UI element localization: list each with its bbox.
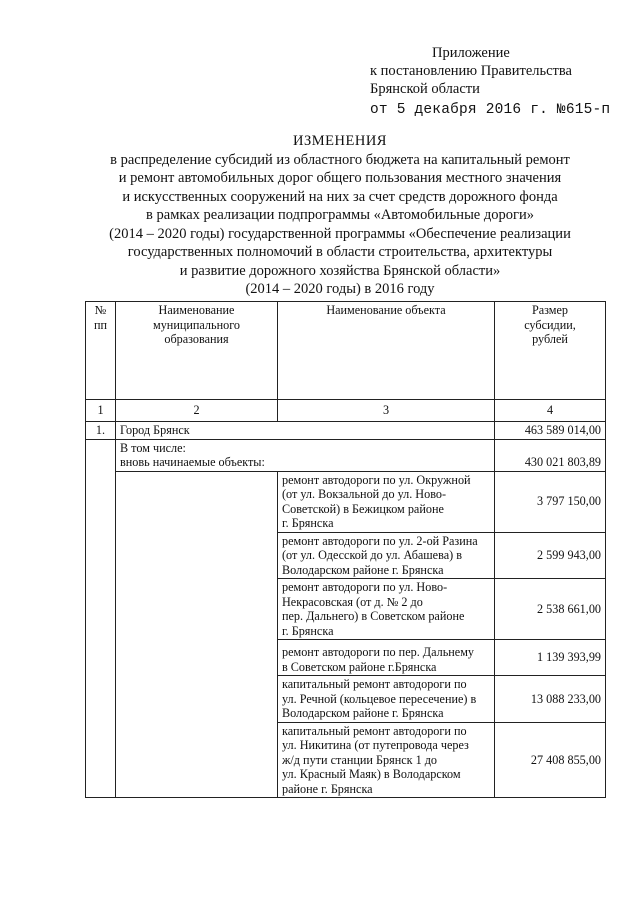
object-name: ремонт автодороги по ул. Окружной (от ул. Вокзальной до ул. Ново- Советской) в Бежицком районе г. Брянска	[278, 471, 495, 532]
title-line: в распределение субсидий из областного бюджета на капитальный ремонт	[110, 151, 570, 168]
object-name: капитальный ремонт автодороги по ул. Речной (кольцевое пересечение) в Володарском районе г. Брянска	[278, 676, 495, 723]
title-heading: ИЗМЕНЕНИЯ	[293, 133, 387, 149]
document-title	[80, 132, 600, 299]
title-line: и развитие дорожного хозяйства Брянской области»	[179, 262, 501, 279]
object-amount: 27 408 855,00	[495, 722, 606, 798]
header-municipality: Наименование муниципального образования	[116, 302, 278, 400]
title-line: государственных полномочий в области строительства, архитектуры	[127, 244, 553, 260]
column-number: 2	[116, 400, 278, 422]
row-amount: 430 021 803,89	[495, 439, 606, 471]
title-line: в рамках реализации подпрограммы «Автомобильные дороги»	[146, 207, 534, 223]
object-amount: 1 139 393,99	[495, 640, 606, 676]
appendix-line-decree: к постановлению Правительства	[370, 63, 572, 79]
title-line: (2014 – 2020 годы) государственной программы «Обеспечение реализации	[109, 225, 571, 242]
column-number: 1	[86, 400, 116, 422]
column-number-row	[86, 400, 606, 422]
object-amount: 13 088 233,00	[495, 676, 606, 723]
appendix-line-date: от 5 декабря 2016 г. №615-п	[370, 102, 611, 118]
row-num: 1.	[86, 422, 116, 440]
appendix-line-region: Брянской области	[370, 81, 480, 97]
object-name: ремонт автодороги по ул. Ново- Некрасовская (от д. № 2 до пер. Дальнего) в Советском районе г. Брянска	[278, 579, 495, 640]
column-number: 4	[495, 400, 606, 422]
object-amount: 2 538 661,00	[495, 579, 606, 640]
table-row	[86, 471, 606, 532]
municipality-empty	[116, 471, 278, 798]
appendix-title: Приложение	[432, 45, 510, 61]
new-objects-label: В том числе: вновь начинаемые объекты:	[116, 439, 495, 471]
row-num-empty	[86, 439, 116, 798]
row-amount: 463 589 014,00	[495, 422, 606, 440]
appendix-block	[370, 44, 610, 119]
header-amount: Размер субсидии, рублей	[495, 302, 606, 400]
column-number: 3	[278, 400, 495, 422]
table-row-city	[86, 422, 606, 440]
object-name: капитальный ремонт автодороги по ул. Никитина (от путепровода через ж/д пути станции Брянск 1 до ул. Красный Маяк) в Володарском районе г. Брянска	[278, 722, 495, 798]
object-name: ремонт автодороги по ул. 2-ой Разина (от ул. Одесской до ул. Абашева) в Володарском районе г. Брянска	[278, 532, 495, 579]
table-header-row	[86, 302, 606, 400]
object-amount: 3 797 150,00	[495, 471, 606, 532]
object-amount: 2 599 943,00	[495, 532, 606, 579]
table-row-new-objects	[86, 439, 606, 471]
title-line: (2014 – 2020 годы) в 2016 году	[245, 281, 435, 297]
subsidy-table	[85, 301, 606, 798]
header-num: № пп	[86, 302, 116, 400]
header-object: Наименование объекта	[278, 302, 495, 400]
object-name: ремонт автодороги по пер. Дальнему в Советском районе г.Брянска	[278, 640, 495, 676]
municipality-name: Город Брянск	[116, 422, 495, 440]
title-line: и искусственных сооружений на них за счет средств дорожного фонда	[122, 188, 558, 205]
title-line: и ремонт автомобильных дорог общего пользования местного значения	[118, 170, 562, 186]
